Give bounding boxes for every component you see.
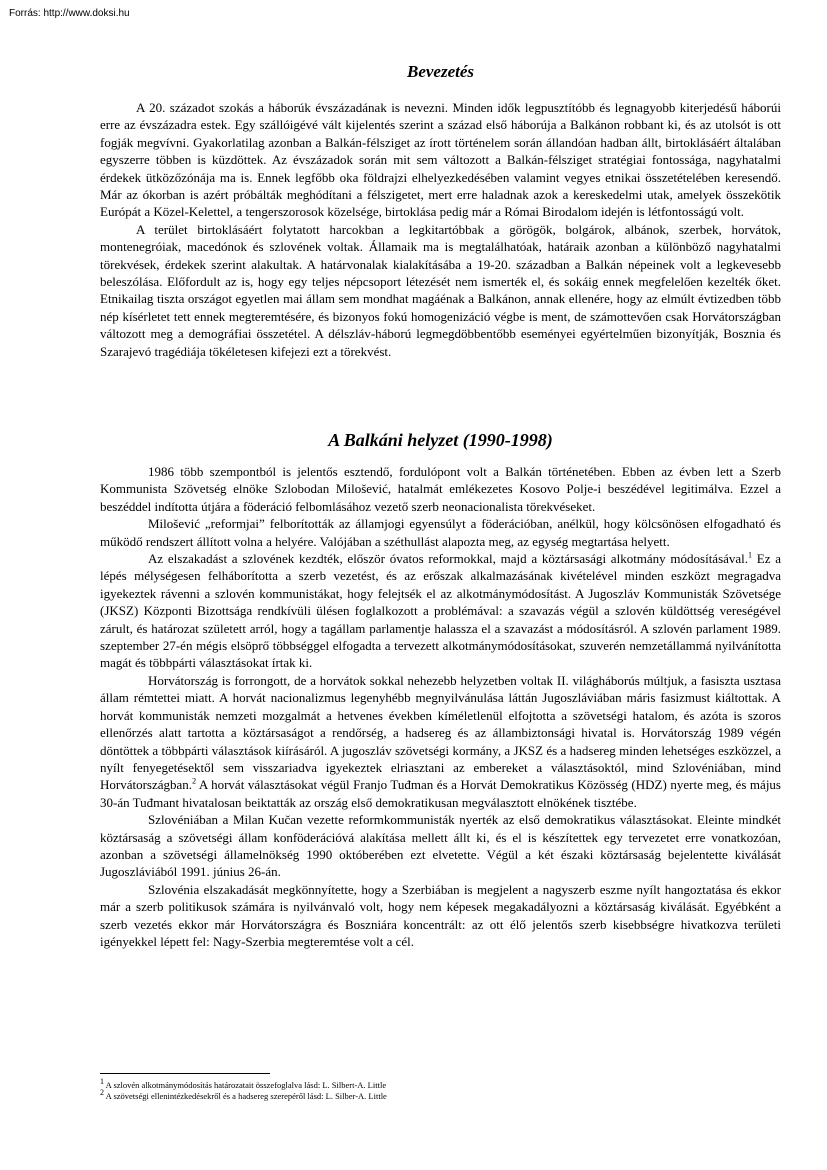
section-paragraph-4	[100, 672, 781, 811]
balkan-section	[100, 463, 781, 950]
paragraph-text: Ez a lépés mélységesen felháborította a szerb vezetést, és az erőszak alkalmazásának kivételével minden eszközt megragadva igyekeztek rávenni a szlovén kommunistákat, hogy felejtsék el az alkotmánymódosítást. A Jugoszláv Kommunisták Szövetsége (JKSZ) Központi Bizottsága rendkívüli ülésen foglalkozott a problémával: a szavazás végül a szlovén küldöttség vereségével zárult, és határozat született arról, hogy a tagállam parlamentje halassza el a szavazást a módosításról. A szlovén parlament 1989. szeptember 27-én mégis elsöprő többséggel elfogadta a tervezett alkotmánymódosításokat, szuverén nemzetállammá nyilvánította magát és többpárti választásokat írtak ki.	[100, 551, 781, 671]
paragraph-text: A horvát választásokat végül Franjo Tuđman és a Horvát Demokratikus Közösség (HDZ) nyerte meg, és május 30-án Tuđmant hivatalosan beiktatták az ország első demokratikusan megválasztott elnökének tisztébe.	[100, 777, 781, 810]
footnote-divider	[100, 1073, 270, 1074]
source-label: Forrás: http://www.doksi.hu	[9, 8, 130, 19]
footnote-number: 1	[100, 1077, 104, 1087]
heading-introduction: Bevezetés	[406, 62, 475, 81]
section-paragraph-6: Szlovénia elszakadását megkönnyítette, hogy a Szerbiában is megjelent a nagyszerb eszme nyílt hangoztatása és ekkor már a szerb politikusok számára is nyilvánvaló volt, hogy nem képesek megakadályozni a köztársaság kiválását. Egyébként a szerb vezetés ekkor már Horvátországra és Boszniára koncentrált: az ott élő jelentős szerb kisebbségre hivatkozva területi igényekkel lépett fel: Nagy-Szerbia megteremtése volt a cél.	[100, 881, 781, 949]
footnote-ref-2[interactable]: 2	[192, 776, 197, 786]
heading-balkan-situation: A Balkáni helyzet (1990-1998)	[328, 430, 553, 450]
footnote-2	[100, 1088, 781, 1102]
section-paragraph-5: Szlovéniában a Milan Kučan vezette reformkommunisták nyerték az első demokratikus választásokat. Eleinte mindkét köztársaság a szövetségi állam konföderációvá alakítása mellett állt ki, és el is készítettek egy tervezetet erre vonatkozóan, azonban a szövetségi államelnökség 1990 októberében ezt elvetette. Végül a két északi köztársaság bejelentette kiválását Jugoszláviából 1991. június 26-án.	[100, 812, 781, 880]
section-paragraph-3	[100, 550, 781, 672]
footnote-text: A szövetségi ellenintézkedésekről és a hadsereg szerepéről lásd: L. Silber-A. Little	[104, 1091, 387, 1101]
footnote-1	[100, 1077, 781, 1091]
footnote-ref-1[interactable]: 1	[748, 550, 753, 560]
intro-paragraph-2: A terület birtoklásáért folytatott harcokban a legkitartóbbak a görögök, bolgárok, albánok, szerbek, horvátok, montenegróiak, macedónok és szlovének voltak. Államaik ma is megtalálhatóak, határaik azonban a különböző nagyhatalmi törekvések, érdekek szerint alakultak. A határvonalak kialakításába a 19-20. században a Balkán népeinek volt a legkevesebb beleszólása. Előfordult az is, hogy egy teljes népcsoport létezését nem ismerték el, és sokáig ennek megfelelően kezelték őket. Etnikailag tiszta országot egyetlen mai állam sem mondhat magáénak a Balkánon, annak ellenére, hogy az elmúlt évtizedben több nép kísérletet tett ennek megteremtésére, és bizonyos fokú homogenizáció végbe is ment, de számottevően csak Horvátországban változott meg a demográfiai összetétel. A délszláv-háború legmegdöbbentőbb eseményei egyértelműen bizonyítják, Bosznia és Szarajevó tragédiája tökéletesen kifejezi ezt a törekvést.	[100, 221, 781, 359]
footnotes	[100, 1077, 781, 1102]
section-paragraph-2: Milošević „reformjai” felborították az államjogi egyensúlyt a föderációban, anélkül, hogy kölcsönösen elfogadható és működő rendszert állított volna a helyére. Valójában a széthullást alapozta meg, az egység megtartása helyett.	[100, 516, 781, 549]
paragraph-text: Horvátország is forrongott, de a horvátok sokkal nehezebb helyzetben voltak II. világháborús múltjuk, a fasiszta usztasa állam rémtettei miatt. A horvát nacionalizmus legenyhébb megnyilvánulása láttán Jugoszláviában máris fasizmust kiáltottak. A horvát kommunisták nemzeti mozgalmát a hetvenes években kíméletlenül elfojtotta a szövetségi hatalom, és azóta is szoros ellenőrzés alatt tartotta a köztársaságot a rendőrség, a hadsereg és az állambiztonsági hivatal is. Horvátország 1989 végén döntöttek a többpárti választások kiírásáról. A jugoszláv szövetségi kormány, a JKSZ és a hadsereg minden lehetséges eszközzel, a nyílt fenyegetésektől sem visszariadva igyekeztek elriasztani az embereket a választásoktól, mind Szlovéniában, mind Horvátországban.	[100, 672, 781, 793]
section-paragraph-1: 1986 több szempontból is jelentős esztendő, fordulópont volt a Balkán történetében. Ebben az évben lett a Szerb Kommunista Szövetség elnöke Szlobodan Milošević, hatalmát emlékezetes Kosovo Polje-i beszédével legitimálva. Ezzel a beszéddel indította útjára a föderáció felbomlásához vezető szerb neonacionalista törekvéseket.	[100, 464, 781, 514]
introduction-section	[100, 99, 781, 360]
intro-paragraph-1: A 20. századot szokás a háborúk évszázadának is nevezni. Minden idők legpusztítóbb és legnagyobb kiterjedésű háborúi erre az évszázadra estek. Egy szállóigévé vált kijelentés szerint a század első háborúja a Balkánon robbant ki, és az utolsót is ott fogják megvívni. Gyakorlatilag azonban a Balkán-félsziget az írott történelem során állandóan hadban állt, birtoklásáért általában egyszerre többen is küzdöttek. Az évszázadok során mit sem változott a Balkán-félsziget stratégiai fontossága, nagyhatalmi érdekek ütközőzónája ma is. Ennek legfőbb oka földrajzi elhelyezkedésében valamint vegyes etnikai összetételében keresendő. Már az ókorban is azért próbálták meghódítani a félszigetet, mert erre haladnak azok a kereskedelmi utak, amelyek összekötik Európát a Közel-Kelettel, a tengerszorosok közelsége, birtoklása pedig már a Római Birodalom idején is létfontosságú volt.	[100, 100, 781, 220]
footnote-number: 2	[100, 1088, 104, 1098]
paragraph-text: Az elszakadást a szlovének kezdték, először óvatos reformokkal, majd a köztársasági alkotmány módosításával.	[148, 551, 749, 567]
footnote-text: A szlovén alkotmánymódosítás határozatait összefoglalva lásd: L. Silbert-A. Little	[104, 1080, 387, 1090]
